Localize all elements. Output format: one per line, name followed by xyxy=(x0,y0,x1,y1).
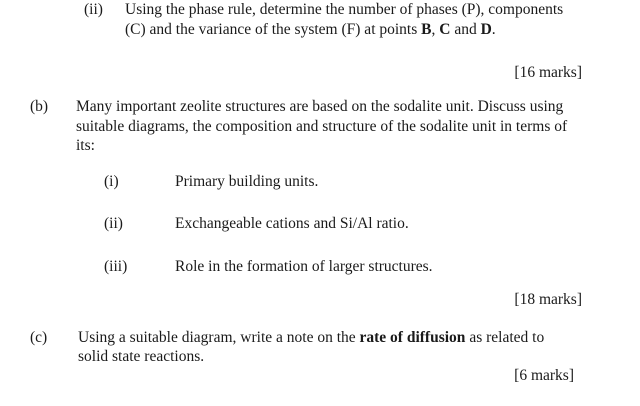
list-item-numeral: (ii) xyxy=(104,215,123,232)
question-text-line xyxy=(78,328,544,348)
marks-label: [6 marks] xyxy=(514,367,574,384)
question-text-line: suitable diagrams, the composition and structure of the sodalite unit in terms of xyxy=(76,118,568,135)
emphasis-text: rate of diffusion xyxy=(359,329,466,346)
subquestion-numeral: (ii) xyxy=(84,1,103,18)
marks-label: [16 marks] xyxy=(514,64,582,81)
part-label-c: (c) xyxy=(30,329,48,346)
question-text-line: Using the phase rule, determine the number of phases (P), components xyxy=(125,1,564,18)
list-item-numeral: (iii) xyxy=(104,258,128,275)
point-label-d: D xyxy=(480,21,492,38)
text-segment: as related to xyxy=(465,329,545,346)
question-text-line: Many important zeolite structures are based on the sodalite unit. Discuss using xyxy=(76,98,564,115)
part-label-b: (b) xyxy=(30,98,49,115)
list-item-text: Role in the formation of larger structures. xyxy=(175,258,433,275)
list-item-numeral: (i) xyxy=(104,173,119,190)
text-segment: (C) and the variance of the system (F) at points xyxy=(125,21,422,38)
text-segment: Using a suitable diagram, write a note on the xyxy=(78,329,360,346)
point-label-c: C xyxy=(439,21,451,38)
text-segment: and xyxy=(450,21,481,38)
marks-label: [18 marks] xyxy=(514,291,582,308)
text-segment: . xyxy=(491,21,496,38)
list-item-text: Primary building units. xyxy=(175,173,319,190)
question-text-line xyxy=(125,20,496,40)
question-text-line: solid state reactions. xyxy=(78,348,205,365)
question-text-line: its: xyxy=(76,137,95,154)
point-label-b: B xyxy=(421,21,432,38)
list-item-text: Exchangeable cations and Si/Al ratio. xyxy=(175,215,409,232)
text-segment: , xyxy=(431,21,440,38)
